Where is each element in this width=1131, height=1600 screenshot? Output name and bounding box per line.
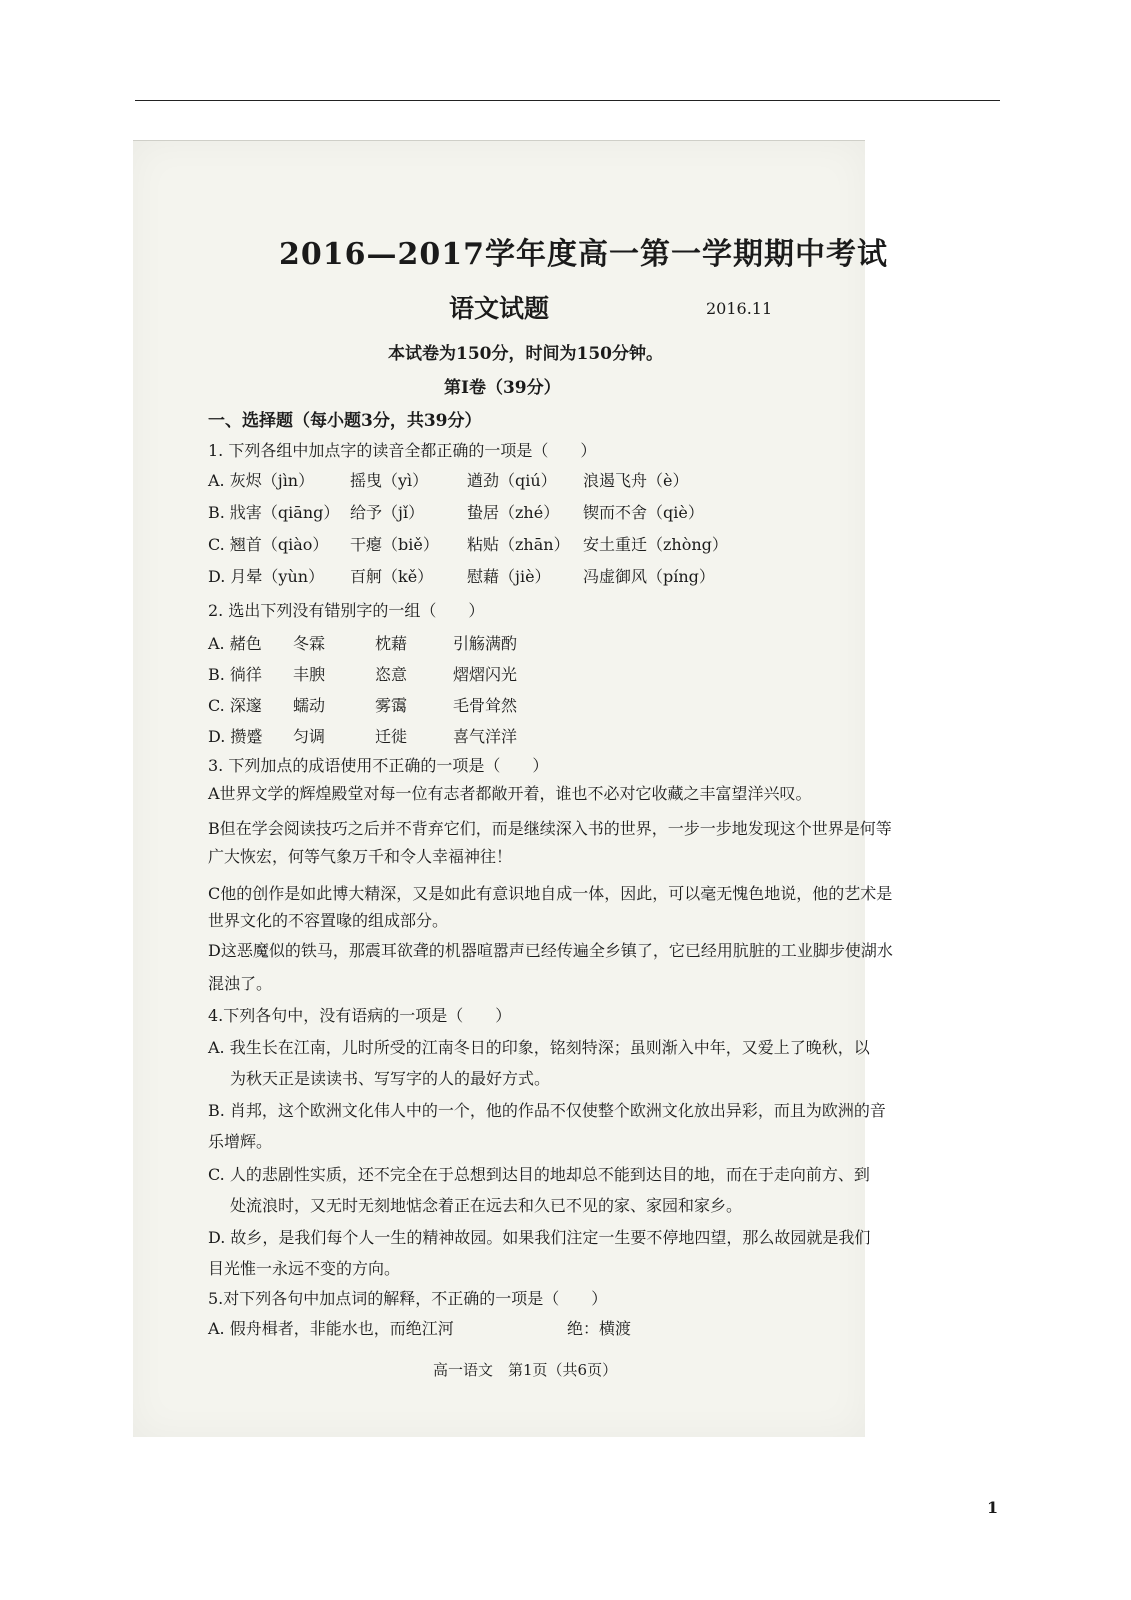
exam-date: 2016.11 xyxy=(706,299,773,318)
q1-b-2: 给予（jǐ） xyxy=(350,503,425,522)
q4-option-d-line2: 目光惟一永远不变的方向。 xyxy=(208,1259,401,1278)
q4-option-c-line2: 处流浪时，又无时无刻地惦念着正在远去和久已不见的家、家园和家乡。 xyxy=(230,1196,743,1215)
q1-stem: 1. 下列各组中加点字的读音全都正确的一项是（ ） xyxy=(208,441,597,460)
q1-b-3: 蛰居（zhé） xyxy=(467,503,560,522)
q3-option-c-line1: C他的创作是如此博大精深，又是如此有意识地自成一体，因此，可以毫无愧色地说，他的艺术是 xyxy=(208,884,893,903)
q4-option-b-line2: 乐增辉。 xyxy=(208,1132,273,1151)
q3-option-c-line2: 世界文化的不容置喙的组成部分。 xyxy=(208,911,449,930)
q2-a-1: A. 赭色 xyxy=(208,634,262,653)
q3-option-d-line2: 混浊了。 xyxy=(208,974,273,993)
q1-a-1: A. 灰烬（jìn） xyxy=(208,471,315,490)
q3-option-b-line1: B但在学会阅读技巧之后并不背弃它们，而是继续深入书的世界，一步一步地发现这个世界是何等 xyxy=(208,819,892,838)
q1-d-4: 冯虚御风（píng） xyxy=(583,567,715,586)
q5-option-a-text: A. 假舟楫者，非能水也，而绝江河 xyxy=(208,1319,454,1338)
q3-option-b-line2: 广大恢宏，何等气象万千和令人幸福神往！ xyxy=(208,847,513,866)
q1-a-4: 浪遏飞舟（è） xyxy=(583,471,689,490)
part-title: 第Ⅰ卷（39分） xyxy=(444,378,561,398)
section-title: 一、选择题（每小题3分，共39分） xyxy=(208,411,482,431)
scan-footer: 高一语文 第1页（共6页） xyxy=(433,1361,618,1379)
q2-a-3: 枕藉 xyxy=(375,634,408,653)
q2-c-1: C. 深邃 xyxy=(208,696,262,715)
q1-c-4: 安土重迁（zhòng） xyxy=(583,535,728,554)
page-number: 1 xyxy=(987,1498,999,1517)
q1-a-2: 摇曳（yì） xyxy=(350,471,429,490)
exam-title: 2016—2017学年度高一第一学期期中考试 xyxy=(279,237,888,272)
q2-b-1: B. 徜徉 xyxy=(208,665,262,684)
q1-c-3: 粘贴（zhān） xyxy=(467,535,570,554)
q1-c-1: C. 翘首（qiào） xyxy=(208,535,329,554)
q1-d-3: 慰藉（jiè） xyxy=(467,567,551,586)
q2-b-4: 熠熠闪光 xyxy=(453,665,518,684)
q1-d-1: D. 月晕（yùn） xyxy=(208,567,325,586)
q1-d-2: 百舸（kě） xyxy=(350,567,434,586)
scanned-exam-page xyxy=(133,140,893,1437)
q2-d-1: D. 攒蹙 xyxy=(208,727,263,746)
q2-d-4: 喜气洋洋 xyxy=(453,727,518,746)
q4-option-c-line1: C. 人的悲剧性实质，还不完全在于总想到达目的地却总不能到达目的地，而在于走向前方、到 xyxy=(208,1165,870,1184)
q4-option-a-line1: A. 我生长在江南，儿时所受的江南冬日的印象，铭刻特深；虽则渐入中年，又爱上了晚秋，以 xyxy=(208,1038,870,1057)
q4-stem: 4.下列各句中，没有语病的一项是（ ） xyxy=(208,1006,512,1025)
q1-b-4: 锲而不舍（qiè） xyxy=(583,503,704,522)
q3-option-d-line1: D这恶魔似的铁马，那震耳欲聋的机器喧嚣声已经传遍全乡镇了，它已经用肮脏的工业脚步使湖水 xyxy=(208,941,893,960)
q3-option-a: A世界文学的辉煌殿堂对每一位有志者都敞开着，谁也不必对它收藏之丰富望洋兴叹。 xyxy=(208,784,812,803)
q2-d-2: 匀调 xyxy=(293,727,326,746)
q1-c-2: 干瘪（biě） xyxy=(350,535,439,554)
q2-b-2: 丰腴 xyxy=(293,665,326,684)
q5-stem: 5.对下列各句中加点词的解释，不正确的一项是（ ） xyxy=(208,1289,608,1308)
exam-subtitle: 语文试题 xyxy=(449,294,550,323)
q2-a-4: 引觞满酌 xyxy=(453,634,518,653)
exam-info: 本试卷为150分，时间为150分钟。 xyxy=(388,344,663,364)
q1-b-1: B. 戕害（qiāng） xyxy=(208,503,340,522)
q2-a-2: 冬霖 xyxy=(293,634,326,653)
q5-option-a-gloss: 绝：横渡 xyxy=(567,1319,632,1338)
q4-option-d-line1: D. 故乡，是我们每个人一生的精神故园。如果我们注定一生要不停地四望，那么故园就是我们 xyxy=(208,1228,871,1247)
q2-stem: 2. 选出下列没有错别字的一组（ ） xyxy=(208,601,485,620)
q4-option-b-line1: B. 肖邦，这个欧洲文化伟人中的一个，他的作品不仅使整个欧洲文化放出异彩，而且为欧洲的音 xyxy=(208,1101,886,1120)
q2-d-3: 迁徙 xyxy=(375,727,408,746)
q2-c-2: 蠕动 xyxy=(293,696,326,715)
q1-a-3: 遒劲（qiú） xyxy=(467,471,557,490)
q2-c-4: 毛骨耸然 xyxy=(453,696,518,715)
q2-b-3: 恣意 xyxy=(375,665,408,684)
q3-stem: 3. 下列加点的成语使用不正确的一项是（ ） xyxy=(208,756,549,775)
q4-option-a-line2: 为秋天正是读读书、写写字的人的最好方式。 xyxy=(230,1069,551,1088)
header-rule xyxy=(135,100,1000,101)
q2-c-3: 雾霭 xyxy=(375,696,408,715)
